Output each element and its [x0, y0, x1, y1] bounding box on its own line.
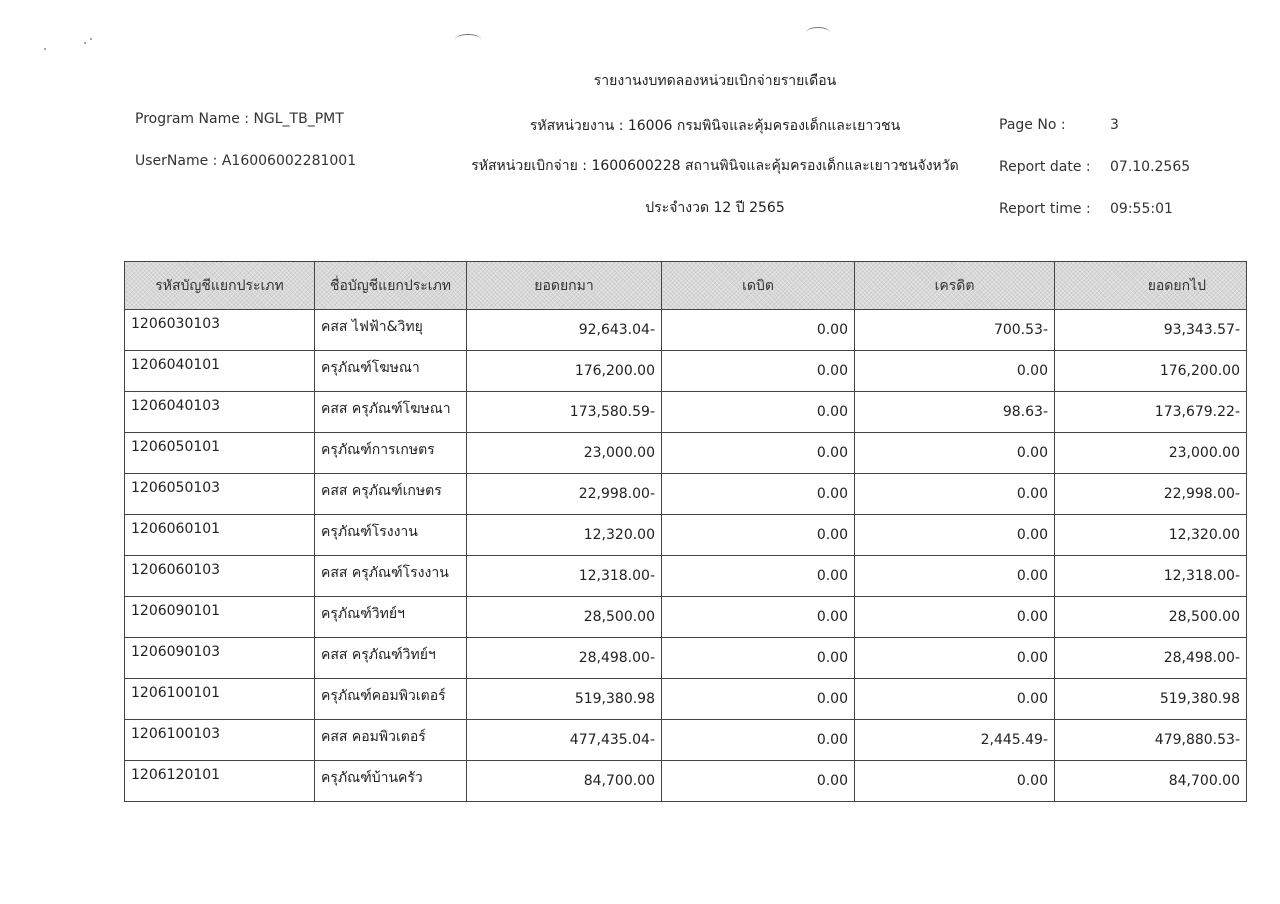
- cell-account-code: 1206040101: [125, 351, 315, 392]
- cell-debit: 0.00: [662, 515, 855, 556]
- cell-credit: 0.00: [855, 433, 1055, 474]
- cell-opening-balance: 477,435.04-: [467, 720, 662, 761]
- cell-credit: 0.00: [855, 679, 1055, 720]
- cell-debit: 0.00: [662, 679, 855, 720]
- scan-speck: [84, 42, 86, 44]
- table-row: [125, 679, 1247, 720]
- cell-account-name: คสส ครุภัณฑ์วิทย์ฯ: [315, 638, 467, 679]
- cell-closing-balance: 12,318.00-: [1055, 556, 1247, 597]
- cell-debit: 0.00: [662, 351, 855, 392]
- trial-balance-table: [124, 261, 1247, 802]
- disbursement-unit-line: รหัสหน่วยเบิกจ่าย : 1600600228 สถานพินิจและคุ้มครองเด็กและเยาวชนจังหวัด: [471, 158, 959, 174]
- cell-closing-balance: 479,880.53-: [1055, 720, 1247, 761]
- report-time-label: Report time :: [999, 201, 1091, 217]
- cell-account-code: 1206060101: [125, 515, 315, 556]
- table-row: [125, 310, 1247, 351]
- scan-mark: [806, 27, 830, 38]
- table-row: [125, 474, 1247, 515]
- cell-account-code: 1206120101: [125, 761, 315, 802]
- table-row: [125, 515, 1247, 556]
- cell-closing-balance: 84,700.00: [1055, 761, 1247, 802]
- report-time-value: 09:55:01: [1110, 201, 1173, 217]
- table-header-row: [125, 262, 1247, 310]
- table-row: [125, 556, 1247, 597]
- report-date-label: Report date :: [999, 159, 1091, 175]
- cell-account-code: 1206060103: [125, 556, 315, 597]
- cell-opening-balance: 92,643.04-: [467, 310, 662, 351]
- cell-debit: 0.00: [662, 556, 855, 597]
- report-date-value: 07.10.2565: [1110, 159, 1191, 175]
- cell-account-name: คสส ครุภัณฑ์โฆษณา: [315, 392, 467, 433]
- cell-account-name: คสส ครุภัณฑ์เกษตร: [315, 474, 467, 515]
- cell-credit: 700.53-: [855, 310, 1055, 351]
- page-no-value: 3: [1110, 117, 1119, 133]
- table-row: [125, 392, 1247, 433]
- table-row: [125, 433, 1247, 474]
- cell-opening-balance: 173,580.59-: [467, 392, 662, 433]
- cell-debit: 0.00: [662, 597, 855, 638]
- cell-debit: 0.00: [662, 638, 855, 679]
- page-no-label: Page No :: [999, 117, 1066, 133]
- cell-account-code: 1206100101: [125, 679, 315, 720]
- report-title: รายงานงบทดลองหน่วยเบิกจ่ายรายเดือน: [593, 73, 837, 89]
- cell-account-name: ครุภัณฑ์โฆษณา: [315, 351, 467, 392]
- cell-account-name: คสส คอมพิวเตอร์: [315, 720, 467, 761]
- cell-account-code: 1206050103: [125, 474, 315, 515]
- cell-debit: 0.00: [662, 392, 855, 433]
- cell-account-code: 1206050101: [125, 433, 315, 474]
- cell-credit: 98.63-: [855, 392, 1055, 433]
- scan-speck: [44, 48, 46, 50]
- cell-debit: 0.00: [662, 720, 855, 761]
- cell-opening-balance: 28,498.00-: [467, 638, 662, 679]
- cell-credit: 0.00: [855, 474, 1055, 515]
- cell-closing-balance: 23,000.00: [1055, 433, 1247, 474]
- cell-account-code: 1206090103: [125, 638, 315, 679]
- header-account-code: รหัสบัญชีแยกประเภท: [125, 262, 315, 310]
- cell-closing-balance: 176,200.00: [1055, 351, 1247, 392]
- cell-opening-balance: 23,000.00: [467, 433, 662, 474]
- table-row: [125, 351, 1247, 392]
- username: UserName : A16006002281001: [135, 153, 357, 169]
- cell-closing-balance: 28,500.00: [1055, 597, 1247, 638]
- table-row: [125, 597, 1247, 638]
- cell-credit: 0.00: [855, 761, 1055, 802]
- cell-closing-balance: 519,380.98: [1055, 679, 1247, 720]
- cell-credit: 0.00: [855, 515, 1055, 556]
- header-account-name: ชื่อบัญชีแยกประเภท: [315, 262, 467, 310]
- cell-opening-balance: 12,320.00: [467, 515, 662, 556]
- header-debit: เดบิต: [662, 262, 855, 310]
- cell-opening-balance: 28,500.00: [467, 597, 662, 638]
- cell-account-name: ครุภัณฑ์คอมพิวเตอร์: [315, 679, 467, 720]
- cell-opening-balance: 22,998.00-: [467, 474, 662, 515]
- table-row: [125, 638, 1247, 679]
- cell-credit: 0.00: [855, 597, 1055, 638]
- cell-account-code: 1206040103: [125, 392, 315, 433]
- cell-closing-balance: 22,998.00-: [1055, 474, 1247, 515]
- cell-debit: 0.00: [662, 761, 855, 802]
- header-closing-balance: ยอดยกไป: [1055, 262, 1247, 310]
- cell-account-name: ครุภัณฑ์การเกษตร: [315, 433, 467, 474]
- cell-debit: 0.00: [662, 310, 855, 351]
- cell-closing-balance: 28,498.00-: [1055, 638, 1247, 679]
- cell-account-name: คสส ไฟฟ้า&วิทยุ: [315, 310, 467, 351]
- cell-opening-balance: 519,380.98: [467, 679, 662, 720]
- cell-account-code: 1206030103: [125, 310, 315, 351]
- department-line: รหัสหน่วยงาน : 16006 กรมพินิจและคุ้มครองเด็กและเยาวชน: [529, 118, 901, 134]
- header-opening-balance: ยอดยกมา: [467, 262, 662, 310]
- cell-account-name: คสส ครุภัณฑ์โรงงาน: [315, 556, 467, 597]
- cell-account-code: 1206090101: [125, 597, 315, 638]
- cell-debit: 0.00: [662, 433, 855, 474]
- cell-opening-balance: 12,318.00-: [467, 556, 662, 597]
- table-row: [125, 720, 1247, 761]
- header-credit: เครดิต: [855, 262, 1055, 310]
- cell-account-name: ครุภัณฑ์วิทย์ฯ: [315, 597, 467, 638]
- cell-closing-balance: 93,343.57-: [1055, 310, 1247, 351]
- cell-credit: 0.00: [855, 351, 1055, 392]
- cell-credit: 2,445.49-: [855, 720, 1055, 761]
- cell-closing-balance: 173,679.22-: [1055, 392, 1247, 433]
- cell-account-name: ครุภัณฑ์โรงงาน: [315, 515, 467, 556]
- table-row: [125, 761, 1247, 802]
- cell-opening-balance: 84,700.00: [467, 761, 662, 802]
- cell-opening-balance: 176,200.00: [467, 351, 662, 392]
- cell-debit: 0.00: [662, 474, 855, 515]
- cell-account-name: ครุภัณฑ์บ้านครัว: [315, 761, 467, 802]
- scan-speck: [90, 38, 92, 40]
- cell-account-code: 1206100103: [125, 720, 315, 761]
- cell-closing-balance: 12,320.00: [1055, 515, 1247, 556]
- scan-mark: [455, 34, 481, 45]
- cell-credit: 0.00: [855, 638, 1055, 679]
- period-line: ประจำงวด 12 ปี 2565: [645, 200, 785, 216]
- program-name: Program Name : NGL_TB_PMT: [135, 111, 344, 127]
- cell-credit: 0.00: [855, 556, 1055, 597]
